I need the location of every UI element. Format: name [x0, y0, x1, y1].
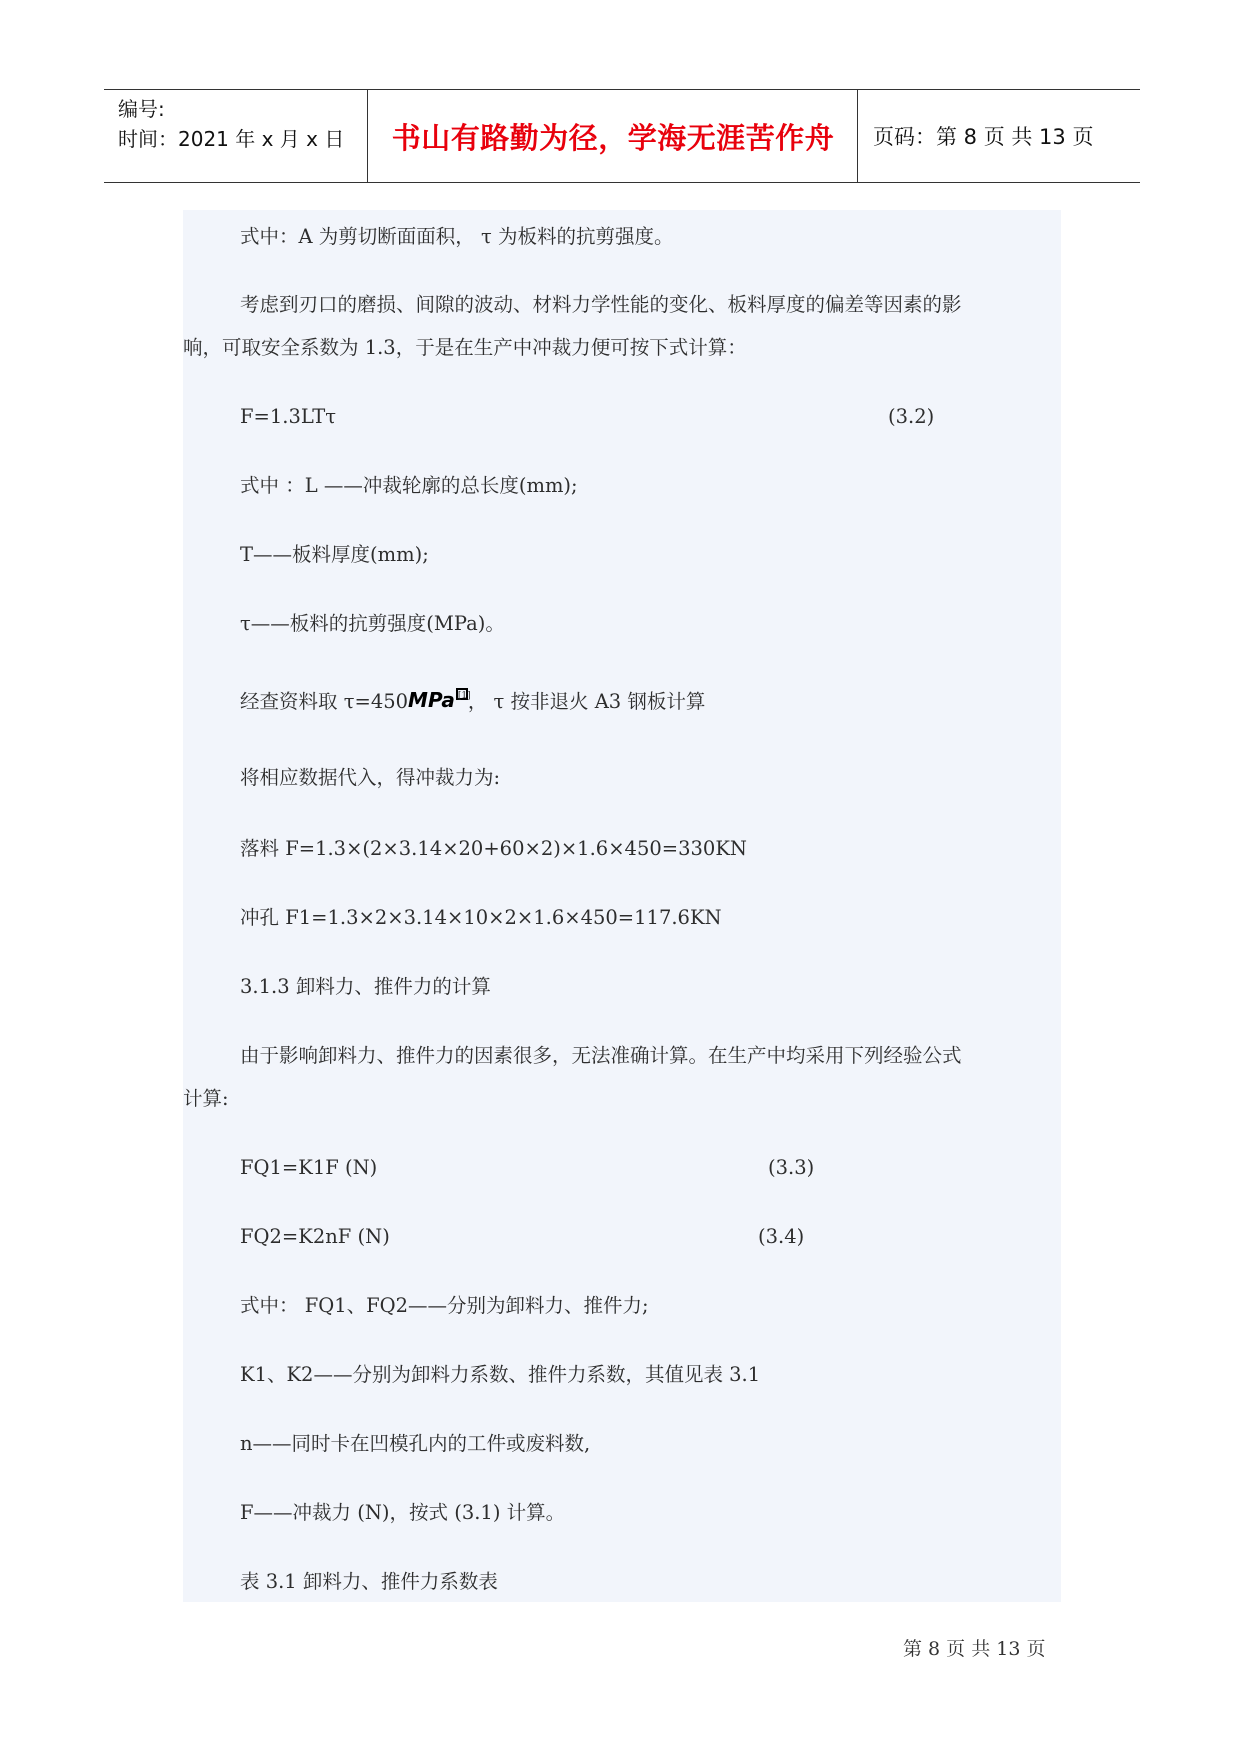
text-span: 经查资料取 τ=450: [240, 690, 409, 713]
formula-line: FQ1=K1F (N): [240, 1156, 378, 1179]
header-motto: 书山有路勤为径，学海无涯苦作舟: [391, 120, 835, 155]
text-line: 计算:: [183, 1087, 229, 1110]
text-line: 将相应数据代入，得冲裁力为:: [240, 766, 501, 789]
text-line: 式中 ：L ——冲裁轮廓的总长度(mm);: [240, 474, 578, 497]
text-span: ， τ 按非退火 A3 钢板计算: [467, 690, 706, 713]
header-divider-right: [857, 90, 858, 182]
header-divider-left: [367, 90, 368, 182]
text-line: T——板料厚度(mm);: [240, 543, 429, 566]
equation-number: (3.4): [758, 1225, 805, 1248]
text-line: 响，可取安全系数为 1.3，于是在生产中冲裁力便可按下式计算：: [183, 336, 747, 359]
header-meta: [118, 94, 344, 154]
text-line: [240, 688, 705, 715]
formula-line: 冲孔 F1=1.3×2×3.14×10×2×1.6×450=117.6KN: [240, 906, 722, 929]
text-line: n——同时卡在凹模孔内的工件或废料数,: [240, 1432, 591, 1455]
section-heading: 3.1.3 卸料力、推件力的计算: [240, 975, 491, 998]
formula-line: F=1.3LTτ: [240, 405, 337, 428]
unit-mpa: MPa: [408, 688, 455, 712]
text-line: τ——板料的抗剪强度(MPa)。: [240, 612, 505, 635]
text-line: 考虑到刃口的磨损、间隙的波动、材料力学性能的变化、板料厚度的偏差等因素的影: [240, 293, 962, 316]
equation-number: (3.2): [888, 405, 935, 428]
formula-line: 落料 F=1.3×(2×3.14×20+60×2)×1.6×450=330KN: [240, 837, 747, 860]
page-header: [104, 89, 1140, 183]
time-label: 时间：2021 年 x 月 x 日: [118, 127, 345, 151]
text-line: 式中：A 为剪切断面面积， τ 为板料的抗剪强度。: [240, 225, 674, 248]
header-page-number: 页码：第 8 页 共 13 页: [873, 125, 1094, 149]
equation-number: (3.3): [768, 1156, 815, 1179]
text-line: 由于影响卸料力、推件力的因素很多，无法准确计算。在生产中均采用下列经验公式: [240, 1044, 962, 1067]
text-line: 式中： FQ1、FQ2——分别为卸料力、推件力;: [240, 1294, 649, 1317]
reference-mark: [1]: [456, 688, 468, 700]
table-caption: 表 3.1 卸料力、推件力系数表: [240, 1570, 498, 1593]
formula-line: FQ2=K2nF (N): [240, 1225, 390, 1248]
document-body: [183, 210, 1061, 1602]
serial-label: 编号:: [118, 97, 165, 121]
page-footer: 第 8 页 共 13 页: [903, 1638, 1046, 1660]
text-line: F——冲裁力 (N)，按式 (3.1) 计算。: [240, 1501, 566, 1524]
text-line: K1、K2——分别为卸料力系数、推件力系数，其值见表 3.1: [240, 1363, 761, 1386]
